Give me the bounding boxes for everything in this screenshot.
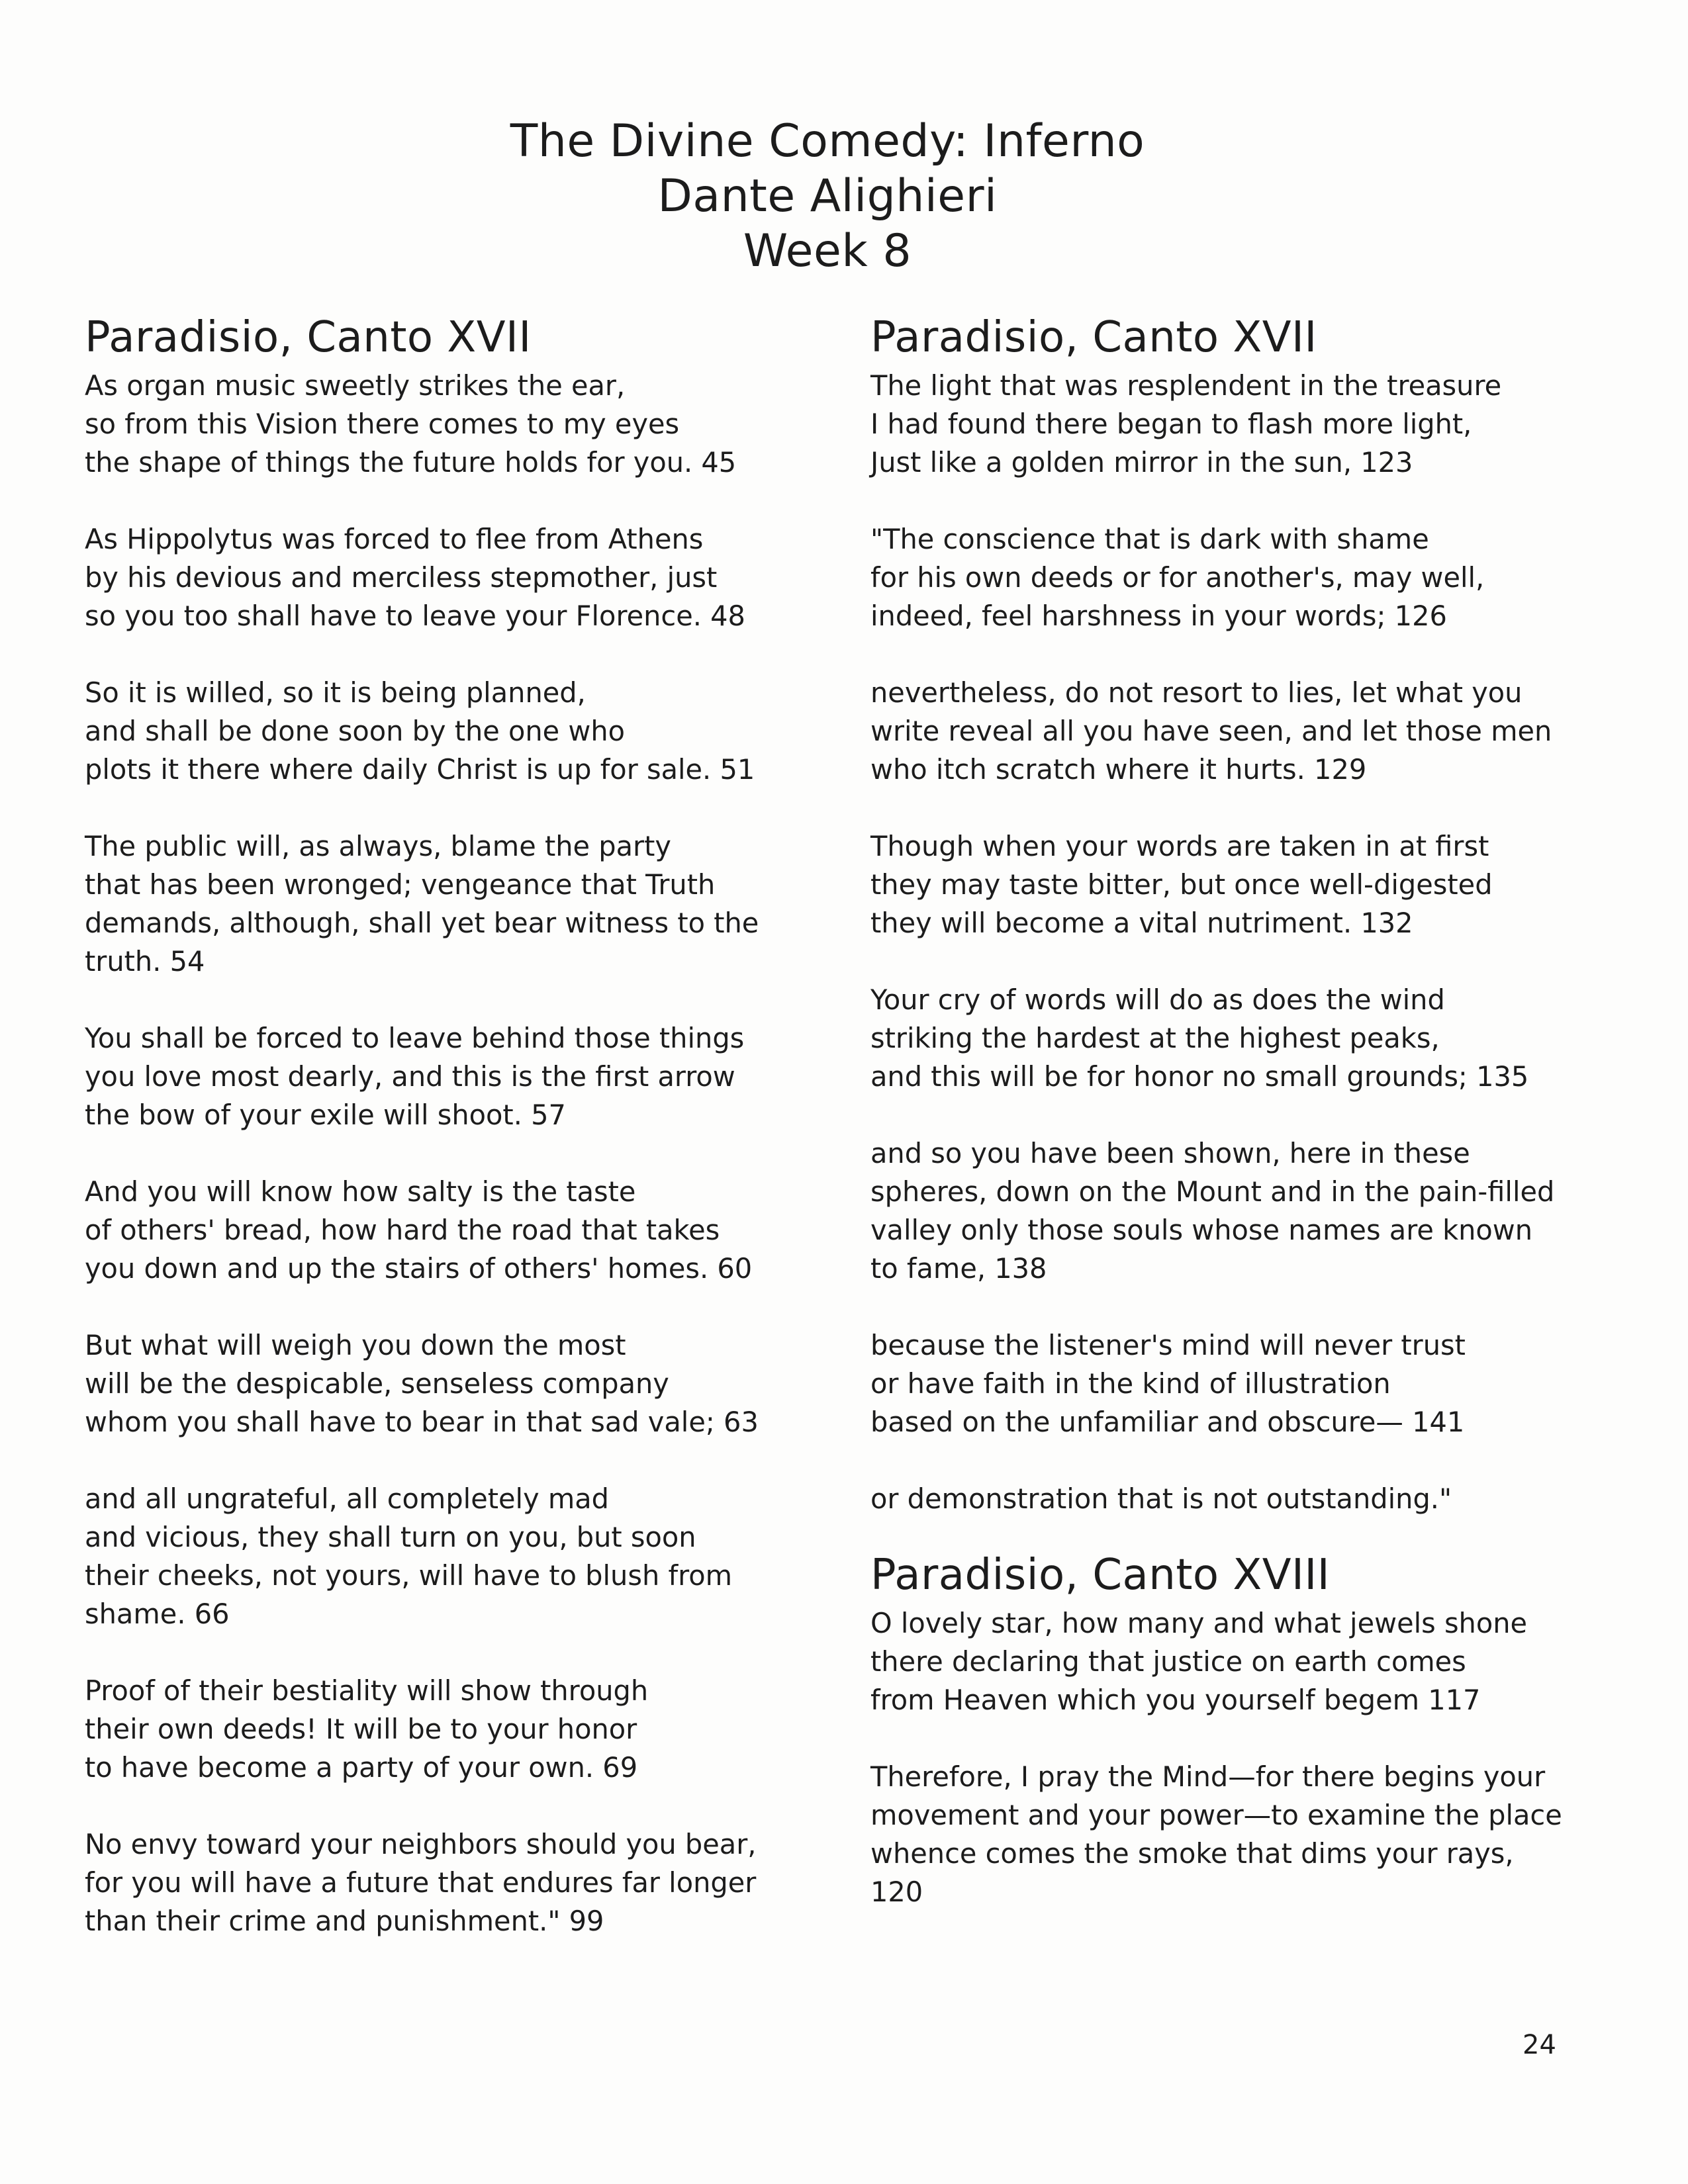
stanza: The light that was resplendent in the treasure I had found there began to flash more light, Just like a golden mirror in the sun, 123 <box>870 369 1502 478</box>
stanza: Your cry of words will do as does the wind striking the hardest at the highest peaks, and this will be for honor no small grounds; 135 <box>870 983 1529 1093</box>
stanza: The public will, as always, blame the party that has been wronged; vengeance that Truth demands, although, shall yet bear witness to the truth. 54 <box>85 830 759 978</box>
right-column <box>870 311 1618 1950</box>
stanza: Though when your words are taken in at first they may taste bitter, but once well-digested they will become a vital nutriment. 132 <box>870 830 1493 939</box>
canto-heading: Paradisio, Canto XVII <box>870 313 1317 362</box>
stanza: and so you have been shown, here in these spheres, down on the Mount and in the pain-filled valley only those souls whose names are known to fame, 138 <box>870 1137 1555 1285</box>
stanza: As Hippolytus was forced to flee from Athens by his devious and merciless stepmother, just so you too shall have to leave your Florence. 48 <box>85 523 745 632</box>
stanza: O lovely star, how many and what jewels shone there declaring that justice on earth comes from Heaven which you yourself begem 117 <box>870 1607 1528 1716</box>
stanza: Therefore, I pray the Mind—for there begins your movement and your power—to examine the place whence comes the smoke that dims your rays, 120 <box>870 1760 1562 1908</box>
stanza: because the listener's mind will never trust or have faith in the kind of illustration based on the unfamiliar and obscure— 141 <box>870 1329 1466 1438</box>
stanza: And you will know how salty is the taste of others' bread, how hard the road that takes you down and up the stairs of others' homes. 60 <box>85 1175 753 1285</box>
stanza: But what will weigh you down the most will be the despicable, senseless company whom you shall have to bear in that sad vale; 63 <box>85 1329 759 1438</box>
author-name: Dante Alighieri <box>657 170 998 222</box>
page-number: 24 <box>1523 2030 1556 2060</box>
stanza: So it is willed, so it is being planned, and shall be done soon by the one who plots it there where daily Christ is up for sale. 51 <box>85 676 755 786</box>
stanza: and all ungrateful, all completely mad and vicious, they shall turn on you, but soon their cheeks, not yours, will have to blush from shame. 66 <box>85 1482 733 1630</box>
stanza: You shall be forced to leave behind those things you love most dearly, and this is the first arrow the bow of your exile will shoot. 57 <box>85 1022 745 1131</box>
stanza: As organ music sweetly strikes the ear, so from this Vision there comes to my eyes the shape of things the future holds for you. 45 <box>85 369 737 478</box>
page-header <box>0 114 1655 279</box>
canto-heading-2: Paradisio, Canto XVIII <box>870 1551 1331 1600</box>
week-label: Week 8 <box>743 225 912 277</box>
document-title: The Divine Comedy: Inferno <box>510 115 1145 167</box>
stanza: or demonstration that is not outstanding." <box>870 1482 1452 1515</box>
canto-heading: Paradisio, Canto XVII <box>85 313 532 362</box>
left-column <box>85 311 833 1979</box>
stanza: nevertheless, do not resort to lies, let what you write reveal all you have seen, and let those men who itch scratch where it hurts. 129 <box>870 676 1552 786</box>
stanza: No envy toward your neighbors should you bear, for you will have a future that endures far longer than their crime and punishment." 99 <box>85 1828 757 1937</box>
stanza: "The conscience that is dark with shame for his own deeds or for another's, may well, indeed, feel harshness in your words; 126 <box>870 523 1485 632</box>
stanza: Proof of their bestiality will show through their own deeds! It will be to your honor to have become a party of your own. 69 <box>85 1674 649 1784</box>
